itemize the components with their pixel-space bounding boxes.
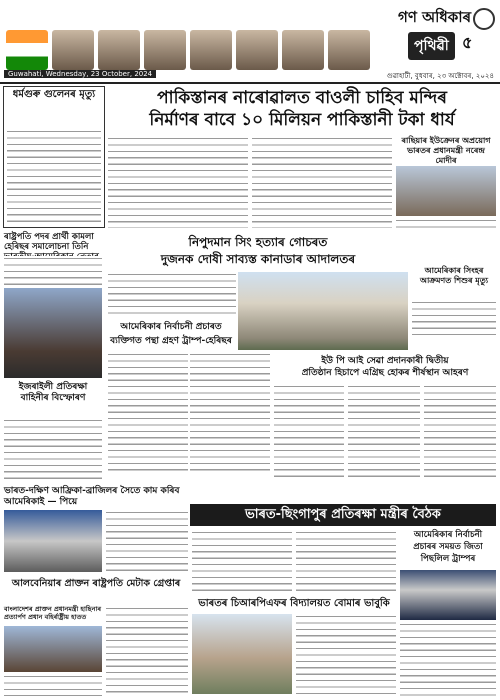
top-story-line1: পাকিস্তানৰ নাৰোৱালত বাওলী চাহিব মন্দিৰ bbox=[157, 88, 447, 108]
story6-body bbox=[4, 674, 102, 696]
story4-body bbox=[106, 510, 188, 572]
canada-photo bbox=[238, 272, 408, 350]
story5-title: আলবেনিয়াৰ প্ৰাক্তন ৰাষ্ট্ৰপতি মেটাক গ্ৰেপ্তাৰ bbox=[11, 578, 181, 589]
obit-box bbox=[3, 86, 105, 228]
story6-title: বাংলাদেশৰ প্ৰাক্তন প্ৰধানমন্ত্ৰী হাছিনাৰ প্ৰত্যাৰ্পণ প্ৰধান বহিৰ্ৰাষ্ট্ৰীয় হাতত bbox=[4, 605, 102, 621]
date-en: Guwahati, Wednesday, 23 October, 2024 bbox=[4, 70, 156, 78]
page-number: ৫ bbox=[462, 33, 473, 52]
story6-photo bbox=[4, 626, 102, 672]
banner: ভাৰত-ছিংগাপুৰ প্ৰতিৰক্ষা মন্ত্ৰীৰ বৈঠক bbox=[190, 504, 496, 526]
story4-photo bbox=[4, 510, 102, 572]
brand-sub: পৃথিৱী bbox=[408, 32, 455, 60]
ups-body-2 bbox=[348, 384, 420, 482]
banner-body-2 bbox=[296, 530, 396, 594]
leader-photo-5 bbox=[236, 30, 278, 70]
election-title-3: পিছলিল ট্ৰাম্পৰ bbox=[420, 554, 476, 564]
flag-icon bbox=[6, 30, 48, 70]
story3-body bbox=[4, 418, 102, 482]
banner-body-1 bbox=[192, 530, 292, 594]
leader-photo-1 bbox=[52, 30, 94, 70]
brand-name: গণ অধিকাৰ bbox=[398, 8, 472, 26]
china-photo bbox=[192, 614, 292, 694]
right-story-title: ৰাছিয়াৰ ইউক্ৰেনৰ অপ্ৰয়োগ ভাৰতৰ প্ৰধানমন্ত্ৰী নৰেন্দ্ৰ মোদীৰ bbox=[401, 136, 491, 165]
story2-photo bbox=[4, 288, 102, 378]
globe-icon bbox=[473, 8, 495, 30]
campaign-body-1 bbox=[108, 352, 188, 472]
brand-block bbox=[398, 6, 493, 68]
leader-photo-3 bbox=[144, 30, 186, 70]
ups-title-2: প্ৰতিষ্ঠান হিচাপে এগ্ৰিছ হোকৰ শীৰ্ষস্থান আহৰণ bbox=[301, 368, 469, 378]
right-story-body bbox=[396, 218, 496, 232]
canada-body bbox=[108, 272, 236, 318]
right-story-photo bbox=[396, 166, 496, 216]
masthead bbox=[0, 0, 500, 84]
story4-title: ভাৰত-দক্ষিণ আফ্ৰিকা-ব্ৰাজিলৰ সৈতে কাম কৰিব আমেৰিকাই — পিয়ে bbox=[4, 486, 180, 507]
election-body bbox=[400, 622, 496, 696]
campaign-title-1: আমেৰিকাৰ নিৰ্বাচনী প্ৰচাৰত bbox=[120, 322, 222, 332]
leader-photo-7 bbox=[328, 30, 370, 70]
story3-caption: ইজৰাইলী প্ৰতিৰক্ষা বাহিনীৰ বিস্ফোৰণ bbox=[18, 382, 88, 403]
top-story-body-1 bbox=[108, 136, 248, 228]
obit-body bbox=[7, 129, 101, 223]
story5-body bbox=[106, 606, 188, 696]
election-title-2: প্ৰচাৰৰ সময়ত জিতা bbox=[413, 542, 483, 552]
date-as: গুৱাহাটী, বুধবাৰ, ২৩ অক্টোবৰ, ২০২৪ bbox=[386, 72, 494, 80]
leader-photo-6 bbox=[282, 30, 324, 70]
story2-title: ৰাষ্ট্ৰপতি পদৰ প্ৰাৰ্থী কামলা হেৰিছৰ সমালোচনা তিনি bbox=[4, 232, 94, 252]
china-body bbox=[296, 614, 396, 694]
ups-body-3 bbox=[424, 384, 496, 482]
leader-photo-2 bbox=[98, 30, 140, 70]
ups-title-1: ইউ পি আই সেৱা প্ৰদানকাৰী দ্বিতীয় bbox=[321, 356, 449, 366]
campaign-title-2: ব্যক্তিগত পন্থা গ্ৰহণ ট্ৰাম্প-হেৰিছৰ bbox=[110, 336, 232, 346]
story2-body bbox=[4, 256, 102, 286]
election-photo bbox=[400, 570, 496, 620]
china-title: ভাৰতৰ চিআৰপিএফৰ বিদ্যালয়ত বোমাৰ ভাবুকি bbox=[198, 598, 390, 609]
canada-title-1: নিপুদমান সিং হত্যাৰ গোচৰত bbox=[188, 235, 328, 249]
dateline bbox=[4, 70, 494, 82]
us-side-body bbox=[412, 300, 496, 340]
election-title-1: আমেৰিকাৰ নিৰ্বাচনী bbox=[413, 530, 483, 540]
top-story-body-2 bbox=[252, 136, 392, 228]
us-side-title: আমেৰিকাৰ সিংহৰ আক্ৰমণত শিশুৰ মৃত্যু bbox=[419, 266, 489, 285]
ups-body-1 bbox=[274, 384, 344, 482]
canada-title-2: দুজনক দোষী সাব্যস্ত কানাডাৰ আদালতৰ bbox=[160, 252, 356, 266]
obit-title: ধৰ্মগুৰু গুলেনৰ মৃত্যু bbox=[4, 87, 104, 103]
campaign-body-2 bbox=[190, 352, 270, 472]
leader-photo-4 bbox=[190, 30, 232, 70]
top-story-line2: নিৰ্মাণৰ বাবে ১০ মিলিয়ন পাকিস্তানী টকা ধাৰ্য bbox=[149, 110, 455, 130]
